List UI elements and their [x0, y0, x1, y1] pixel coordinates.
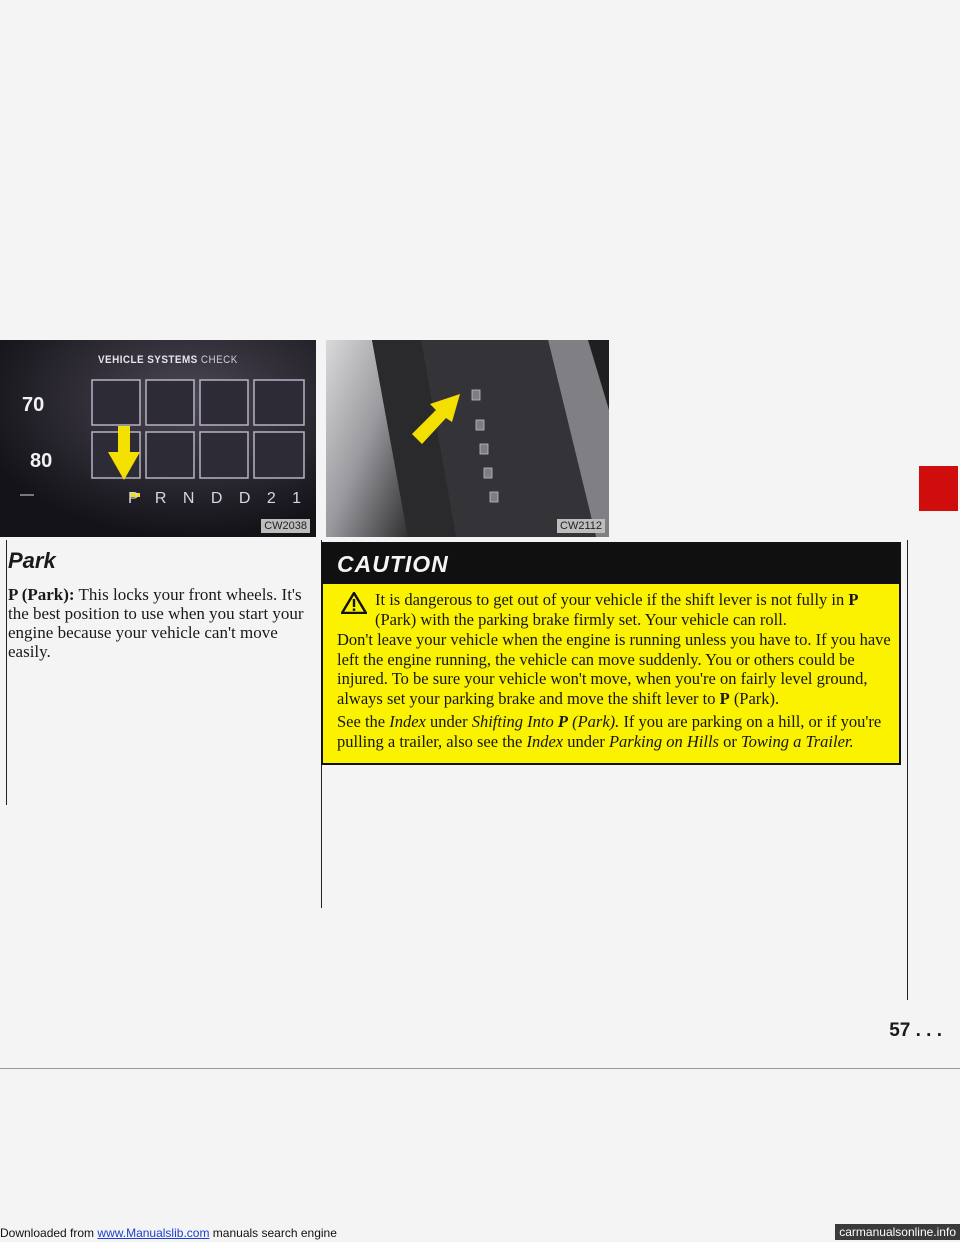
park-description [8, 585, 313, 661]
caution-p3-topic-1: Shifting Into [471, 712, 554, 731]
caution-paragraph-3 [337, 712, 892, 751]
caution-p3-see: See the [337, 712, 386, 731]
instrument-cluster-photo [0, 340, 316, 537]
cluster-header-normal: CHECK [200, 354, 238, 366]
park-body: This locks your front wheels. It's the best position to use when you start your engine because your vehicle can't move easily. [8, 585, 304, 661]
section-tab-marker [919, 466, 958, 511]
section-heading: Park [8, 548, 56, 573]
caution-p3-or: or [723, 731, 737, 751]
caution-p3-topic-1-tail: (Park). [572, 712, 620, 731]
caution-paragraph-1 [375, 590, 890, 629]
photo-code-left: CW2038 [261, 519, 310, 533]
tick-80: 80 [30, 450, 53, 472]
caution-p2-tail: (Park). [733, 688, 780, 708]
caution-p3-text: If you are parking on a hill, or if you're pulling a trailer, also see the [337, 712, 882, 751]
tick-70: 70 [22, 394, 45, 416]
caution-p1-gear: P [848, 590, 859, 609]
caution-p3-index-2: Index [526, 731, 564, 751]
caution-p2-gear: P [719, 688, 730, 708]
right-margin-rule [907, 540, 908, 1000]
page-number: 57 . . . [889, 1020, 942, 1041]
warning-triangle-icon [341, 592, 367, 614]
caution-p3-topic-2: Parking on Hills [608, 731, 719, 751]
caution-p1-tail: (Park) with the parking brake firmly set. Your vehicle can roll. [375, 609, 787, 629]
footer-prefix: Downloaded from [0, 1226, 95, 1240]
caution-p3-index-1: Index [389, 712, 426, 731]
shift-lever-photo [326, 340, 609, 537]
footer-rule [0, 1068, 960, 1069]
caution-p2-text: Don't leave your vehicle when the engine is running unless you have to. If you have left the engine running, the vehicle can move suddenly. You or others could be injured. To be sure your vehicle won't move, when you're on fairly level ground, always set your parking brake and move the shift lever to [337, 630, 891, 708]
left-margin-rule [6, 540, 7, 805]
caution-paragraph-2 [337, 630, 892, 708]
caution-title-bar [323, 544, 899, 584]
caution-p3-topic-1-gear: P [557, 712, 568, 731]
shifter-graphic [326, 340, 609, 537]
caution-box [321, 542, 901, 765]
footer-link[interactable]: www.Manualslib.com [97, 1226, 210, 1240]
park-term: P (Park): [8, 585, 75, 604]
caution-p3-under-2: under [567, 731, 605, 751]
download-footer [0, 1226, 960, 1240]
cluster-header [98, 354, 238, 366]
gear-indicator: P R N D D 2 1 [128, 490, 308, 507]
caution-p3-under-1: under [430, 712, 468, 731]
caution-p1-text: It is dangerous to get out of your vehicle if the shift lever is not fully in [375, 590, 845, 609]
caution-title: CAUTION [337, 551, 449, 577]
cluster-header-bold: VEHICLE SYSTEMS [98, 354, 198, 366]
caution-p3-topic-3: Towing a Trailer. [740, 731, 854, 751]
photo-code-right: CW2112 [557, 519, 605, 533]
footer-suffix: manuals search engine [212, 1226, 337, 1240]
watermark: carmanualsonline.info [835, 1224, 960, 1240]
